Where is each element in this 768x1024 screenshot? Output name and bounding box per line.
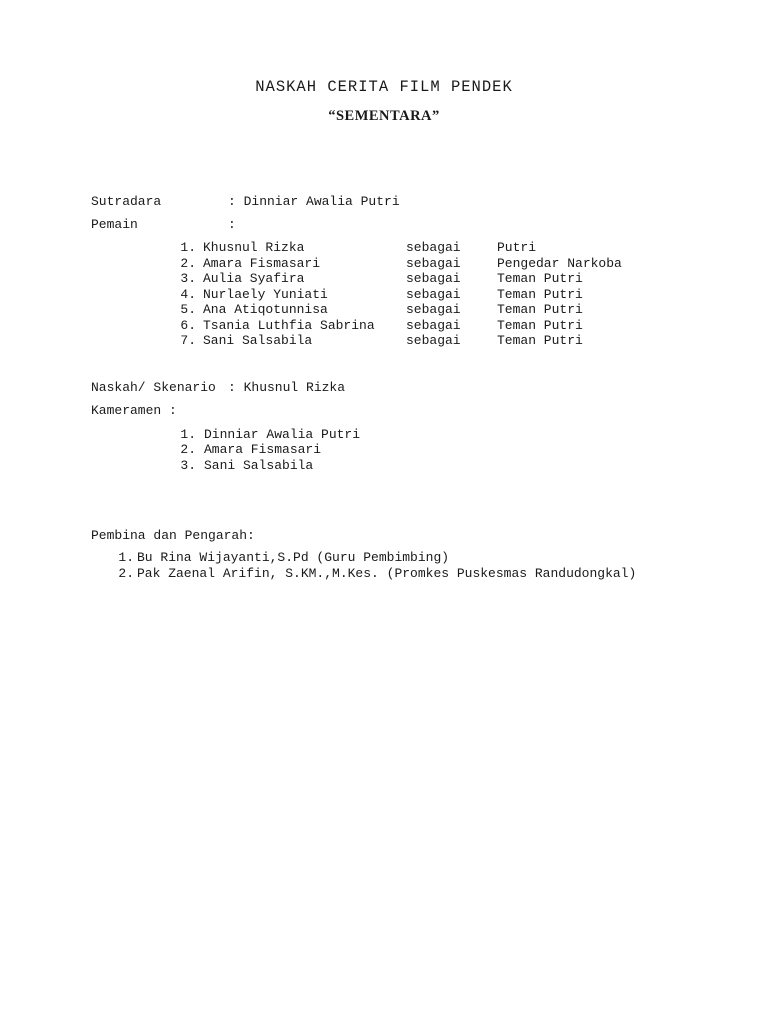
pembina-label: Pembina dan Pengarah: [91,528,255,543]
actor-name: Amara Fismasari [203,256,321,271]
document-title: NASKAH CERITA FILM PENDEK [255,78,513,96]
role-name: Teman Putri [497,302,583,317]
role-name: Pengedar Narkoba [497,256,622,271]
item-number: 1. [180,240,196,255]
pemain-label: Pemain [91,217,138,232]
item-number: 2. [118,566,134,581]
sutradara-value: : Dinniar Awalia Putri [228,194,400,209]
sebagai-text: sebagai [406,271,461,286]
advisor-name: Pak Zaenal Arifin, S.KM.,M.Kes. (Promkes Puskesmas Randudongkal) [137,566,637,581]
role-name: Teman Putri [497,287,583,302]
role-name: Teman Putri [497,271,583,286]
actor-name: Sani Salsabila [203,333,313,348]
sebagai-text: sebagai [406,240,461,255]
actor-name: Khusnul Rizka [203,240,305,255]
item-number: 6. [180,318,196,333]
naskah-value: : Khusnul Rizka [228,380,346,395]
sutradara-label: Sutradara [91,194,162,209]
sebagai-text: sebagai [406,302,461,317]
item-number: 2. [180,256,196,271]
advisor-name: Bu Rina Wijayanti,S.Pd (Guru Pembimbing) [137,550,450,565]
role-name: Teman Putri [497,333,583,348]
sebagai-text: sebagai [406,318,461,333]
item-number: 3. [180,271,196,286]
role-name: Teman Putri [497,318,583,333]
pemain-colon: : [228,217,236,232]
item-number: 2. [180,442,196,457]
sebagai-text: sebagai [406,333,461,348]
item-number: 5. [180,302,196,317]
actor-name: Aulia Syafira [203,271,305,286]
item-number: 3. [180,458,196,473]
role-name: Putri [497,240,537,255]
film-title: “SEMENTARA” [328,108,440,124]
actor-name: Ana Atiqotunnisa [203,302,328,317]
item-number: 1. [180,427,196,442]
kameramen-label: Kameramen : [91,403,177,418]
sebagai-text: sebagai [406,287,461,302]
naskah-label: Naskah/ Skenario [91,380,216,395]
actor-name: Nurlaely Yuniati [203,287,328,302]
actor-name: Tsania Luthfia Sabrina [203,318,375,333]
cameraman-name: Sani Salsabila [204,458,314,473]
item-number: 4. [180,287,196,302]
sebagai-text: sebagai [406,256,461,271]
item-number: 7. [180,333,196,348]
item-number: 1. [118,550,134,565]
cameraman-name: Dinniar Awalia Putri [204,427,361,442]
cameraman-name: Amara Fismasari [204,442,322,457]
